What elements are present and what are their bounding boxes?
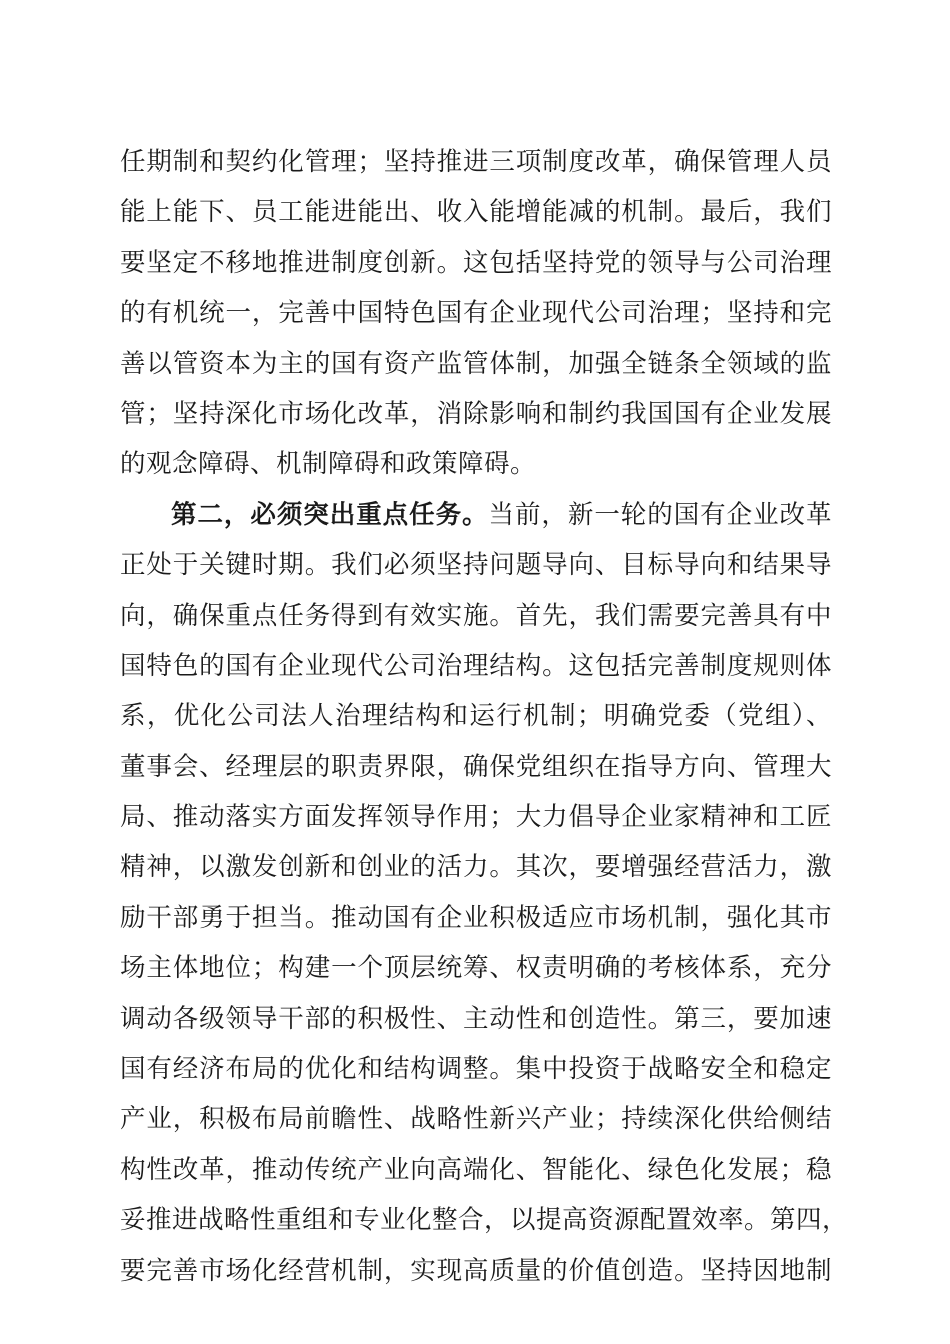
text-line: 能上能下、员工能进能出、收入能增能减的机制。最后，我们 <box>120 197 832 228</box>
text-line: 励干部勇于担当。推动国有企业积极适应市场机制，强化其市 <box>120 902 832 933</box>
text-line: 的观念障碍、机制障碍和政策障碍。 <box>120 449 537 480</box>
text-line: 妥推进战略性重组和专业化整合，以提高资源配置效率。第四， <box>120 1205 849 1236</box>
text-line: 管；坚持深化市场化改革，消除影响和制约我国国有企业发展 <box>120 398 832 429</box>
text-line: 向，确保重点任务得到有效实施。首先，我们需要完善具有中 <box>120 600 832 631</box>
paragraph-2 <box>120 490 849 1296</box>
paragraph-1 <box>120 137 832 490</box>
text-line: 构性改革，推动传统产业向高端化、智能化、绿色化发展；稳 <box>120 1154 832 1185</box>
text-line: 的有机统一，完善中国特色国有企业现代公司治理；坚持和完 <box>120 298 832 329</box>
section-heading: 第二，必须突出重点任务。 <box>171 499 489 530</box>
text-line: 要坚定不移地推进制度创新。这包括坚持党的领导与公司治理 <box>120 247 832 278</box>
text-line: 局、推动落实方面发挥领导作用；大力倡导企业家精神和工匠 <box>120 802 832 833</box>
text-line: 董事会、经理层的职责界限，确保党组织在指导方向、管理大 <box>120 751 832 782</box>
text-line: 正处于关键时期。我们必须坚持问题导向、目标导向和结果导 <box>120 550 832 581</box>
text-line: 善以管资本为主的国有资产监管体制，加强全链条全领域的监 <box>120 348 832 379</box>
text-line: 国特色的国有企业现代公司治理结构。这包括完善制度规则体 <box>120 650 832 681</box>
text-line: 任期制和契约化管理；坚持推进三项制度改革，确保管理人员 <box>120 147 832 177</box>
text-line: 国有经济布局的优化和结构调整。集中投资于战略安全和稳定 <box>120 1054 832 1085</box>
text-line: 场主体地位；构建一个顶层统筹、权责明确的考核体系，充分 <box>120 953 832 984</box>
text-line: 产业，积极布局前瞻性、战略性新兴产业；持续深化供给侧结 <box>120 1104 832 1135</box>
text-run: 当前，新一轮的国有企业改革 <box>488 499 832 530</box>
text-line: 要完善市场化经营机制，实现高质量的价值创造。坚持因地制 <box>120 1255 832 1286</box>
text-line: 精神，以激发创新和创业的活力。其次，要增强经营活力，激 <box>120 852 832 883</box>
text-line: 系，优化公司法人治理结构和运行机制；明确党委（党组）、 <box>120 701 832 732</box>
text-line: 调动各级领导干部的积极性、主动性和创造性。第三，要加速 <box>120 1003 832 1034</box>
paragraph-first-line <box>120 490 832 540</box>
document-page <box>120 137 849 1296</box>
